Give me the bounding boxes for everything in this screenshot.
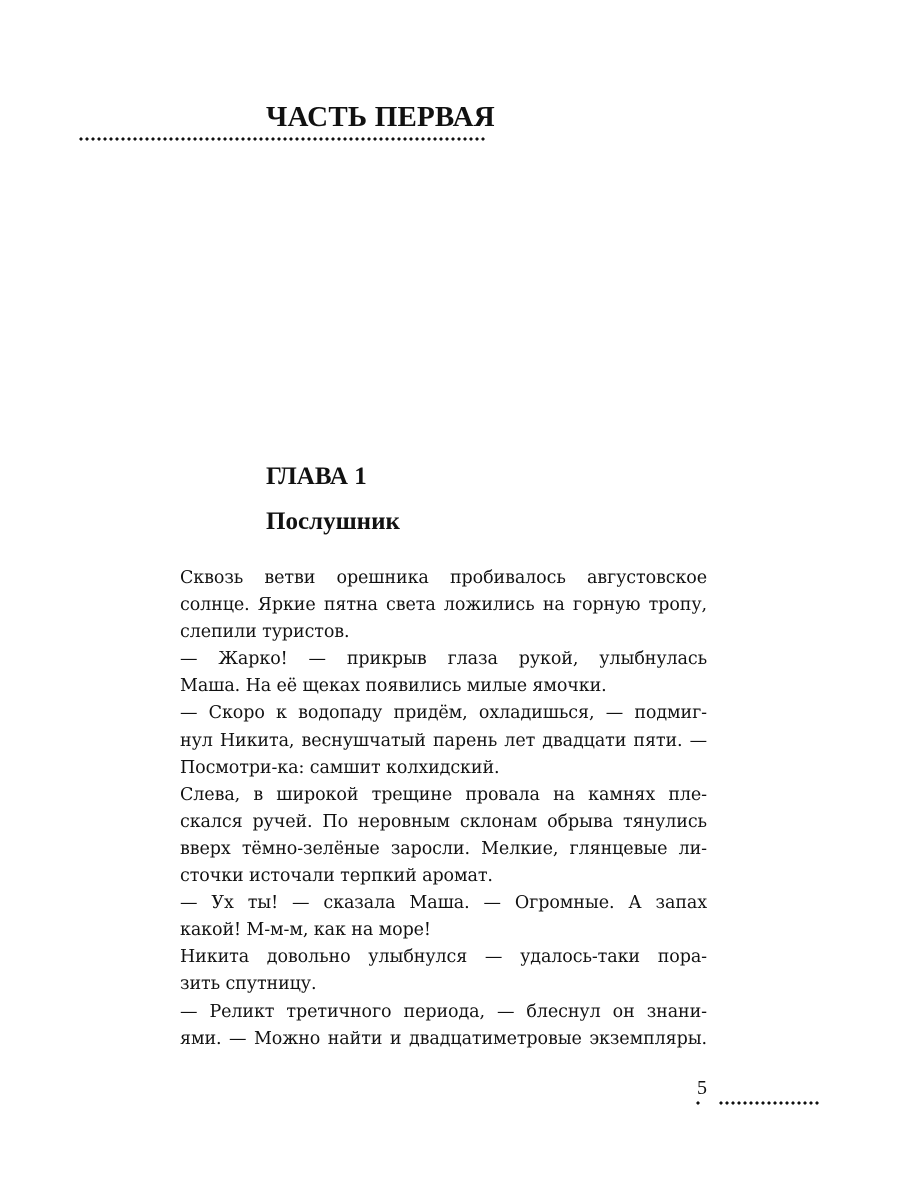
text-line: — Жарко! — прикрыв глаза рукой, улыбнулась [180, 649, 707, 670]
text-line: — Скоро к водопаду придём, охладишься, — подмиг- [180, 703, 707, 724]
text-line: сточки источали терпкий аромат. [180, 866, 493, 887]
chapter-body [180, 565, 707, 1053]
text-line: солнце. Яркие пятна света ложились на горную тропу, [180, 595, 707, 616]
text-line: Маша. На её щеках появились милые ямочки. [180, 676, 607, 697]
text-line: вверх тёмно-зелёные заросли. Мелкие, глянцевые ли- [180, 838, 707, 859]
footer-dot [695, 1101, 701, 1105]
footer-dotted-rule [718, 1101, 820, 1105]
text-line: зить спутницу. [180, 974, 317, 995]
part-title-dotted-rule [78, 137, 486, 141]
text-line: какой! М-м-м, как на море! [180, 920, 431, 941]
page-number: 5 [697, 1077, 707, 1099]
text-line: нул Никита, веснушчатый парень лет двадцати пяти. — [180, 730, 707, 751]
text-line: Сквозь ветви орешника пробивалось августовское [180, 568, 707, 588]
text-line: Посмотри-ка: самшит колхидский. [180, 757, 500, 778]
text-line: слепили туристов. [180, 622, 350, 643]
text-line: Никита довольно улыбнулся — удалось-таки пора- [180, 947, 707, 968]
text-line: Слева, в широкой трещине провала на камнях пле- [180, 784, 707, 805]
part-title: ЧАСТЬ ПЕРВАЯ [266, 101, 495, 133]
text-line: ями. — Можно найти и двадцатиметровые экземпляры. [180, 1028, 707, 1049]
chapter-title: Послушник [266, 508, 400, 535]
text-line: — Ух ты! — сказала Маша. — Огромные. А запах [180, 893, 707, 914]
text-line: скался ручей. По неровным склонам обрыва тянулись [180, 811, 707, 832]
text-line: — Реликт третичного периода, — блеснул он знани- [180, 1001, 707, 1022]
chapter-number: ГЛАВА 1 [266, 463, 367, 490]
